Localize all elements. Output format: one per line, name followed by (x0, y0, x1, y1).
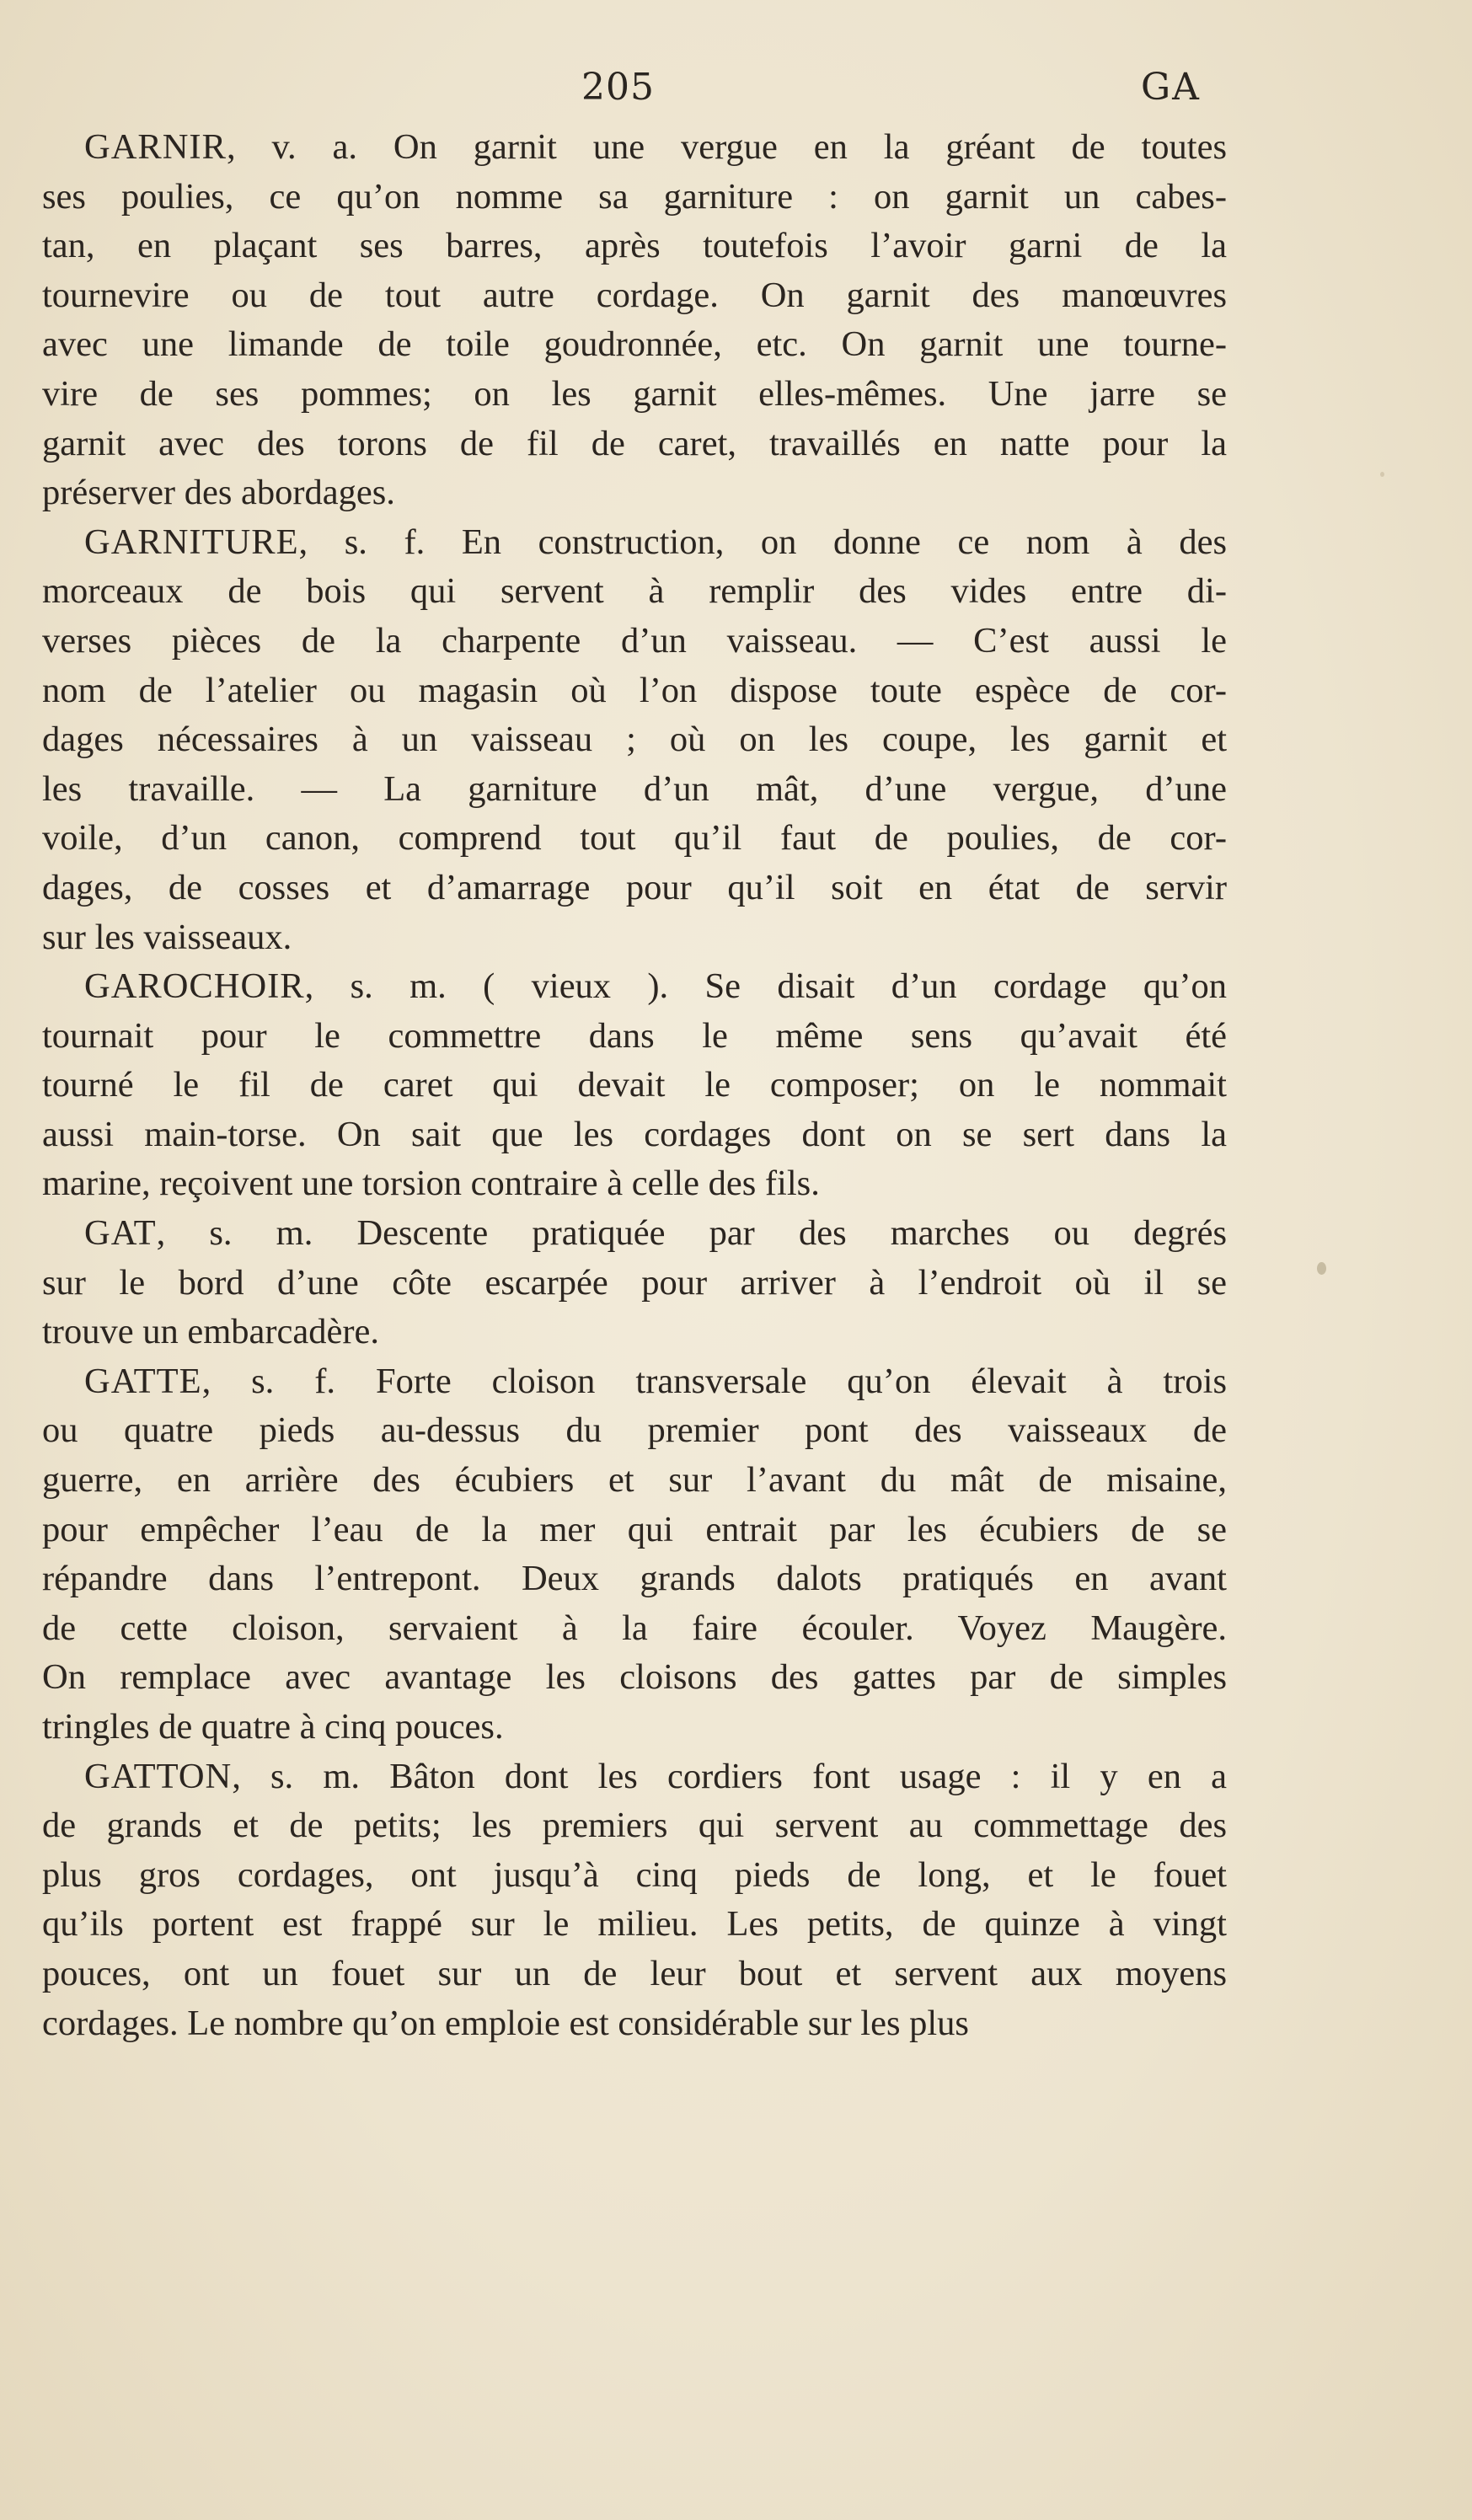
entry-line: cordages. Le nombre qu’on emploie est considérable sur les plus (42, 2003, 969, 2043)
entry-line: qu’ils portent est frappé sur le milieu. Les petits, de quinze à vingt (42, 1904, 1227, 1945)
entry-first-line (42, 962, 1227, 1012)
entry-text: , v. a. On garnit une vergue en la gréant de toutes (226, 127, 1227, 167)
entry-text: , s. m. Bâton dont les cordiers font usage : il y en a (232, 1756, 1227, 1796)
entry-first-line (42, 518, 1227, 568)
entry-text: , s. f. Forte cloison transversale qu’on élevait à trois (201, 1361, 1227, 1401)
entry-text: , s. f. En construction, on donne ce nom à des (298, 522, 1227, 562)
entry-line: verses pièces de la charpente d’un vaisseau. — C’est aussi le (42, 620, 1227, 661)
entry-line: trouve un embarcadère. (42, 1312, 379, 1352)
entry-line: vire de ses pommes; on les garnit elles-mêmes. Une jarre se (42, 373, 1227, 414)
entry-line: tan, en plaçant ses barres, après toutefois l’avoir garni de la (42, 226, 1227, 266)
entry-first-line (42, 123, 1227, 173)
entry-first-line (42, 1357, 1227, 1407)
entry-first-line (42, 1752, 1227, 1802)
entry-line: marine, reçoivent une torsion contraire à celle des fils. (42, 1164, 820, 1204)
entry-line: tournait pour le commettre dans le même sens qu’avait été (42, 1015, 1227, 1056)
dictionary-entry (42, 518, 1227, 962)
entry-line: guerre, en arrière des écubiers et sur l’avant du mât de misaine, (42, 1460, 1227, 1501)
paper-stain (1380, 472, 1384, 477)
dictionary-entry (42, 1357, 1227, 1752)
entry-line: les travaille. — La garniture d’un mât, d’une vergue, d’une (42, 768, 1227, 809)
page-number: 205 (581, 66, 655, 109)
dictionary-entry (42, 1752, 1227, 2049)
running-head: GA (1141, 66, 1201, 109)
paper-stain (1317, 1262, 1326, 1275)
entry-headword: GATTE (84, 1361, 202, 1401)
entry-line: de grands et de petits; les premiers qui servent au commettage des (42, 1806, 1227, 1846)
entry-text: , s. m. ( vieux ). Se disait d’un cordage qu’on (304, 966, 1227, 1007)
dictionary-entry (42, 1209, 1227, 1357)
entry-line: sur le bord d’une côte escarpée pour arriver à l’endroit où il se (42, 1262, 1227, 1303)
entry-line: répandre dans l’entrepont. Deux grands dalots pratiqués en avant (42, 1559, 1227, 1599)
entry-headword: GAROCHOIR (84, 966, 305, 1007)
entry-line: garnit avec des torons de fil de caret, travaillés en natte pour la (42, 423, 1227, 463)
entry-line: pouces, ont un fouet sur un de leur bout et servent aux moyens (42, 1953, 1227, 1993)
entry-line: plus gros cordages, ont jusqu’à cinq pieds de long, et le fouet (42, 1854, 1227, 1895)
dictionary-entry (42, 962, 1227, 1209)
entry-line: de cette cloison, servaient à la faire écouler. Voyez Maugère. (42, 1608, 1227, 1648)
entry-line: nom de l’atelier ou magasin où l’on dispose toute espèce de cor- (42, 670, 1227, 710)
entry-line: tournevire ou de tout autre cordage. On garnit des manœuvres (42, 275, 1227, 315)
entry-line: avec une limande de toile goudronnée, etc. On garnit une tourne- (42, 324, 1227, 365)
dictionary-text (42, 123, 1227, 2048)
entry-line: morceaux de bois qui servent à remplir des vides entre di- (42, 571, 1227, 612)
entry-line: tourné le fil de caret qui devait le composer; on le nommait (42, 1065, 1227, 1105)
entry-first-line (42, 1209, 1227, 1259)
entry-line: ses poulies, ce qu’on nomme sa garniture : on garnit un cabes- (42, 176, 1227, 217)
dictionary-entry (42, 123, 1227, 518)
entry-line: dages nécessaires à un vaisseau ; où on les coupe, les garnit et (42, 720, 1227, 760)
entry-line: aussi main-torse. On sait que les cordages dont on se sert dans la (42, 1114, 1227, 1154)
entry-text: , s. m. Descente pratiquée par des marches ou degrés (156, 1213, 1227, 1254)
entry-line: préserver des abordages. (42, 473, 395, 513)
entry-headword: GARNITURE (84, 522, 299, 562)
entry-line: On remplace avec avantage les cloisons des gattes par de simples (42, 1657, 1227, 1698)
entry-line: voile, d’un canon, comprend tout qu’il faut de poulies, de cor- (42, 818, 1227, 859)
entry-headword: GAT (84, 1213, 157, 1254)
page-header (0, 66, 1472, 125)
entry-line: ou quatre pieds au-dessus du premier pont des vaisseaux de (42, 1410, 1227, 1451)
entry-headword: GARNIR (84, 127, 227, 167)
entry-line: tringles de quatre à cinq pouces. (42, 1707, 504, 1747)
entry-line: dages, de cosses et d’amarrage pour qu’il soit en état de servir (42, 867, 1227, 907)
entry-line: sur les vaisseaux. (42, 917, 292, 957)
entry-headword: GATTON (84, 1756, 233, 1796)
entry-line: pour empêcher l’eau de la mer qui entrait par les écubiers de se (42, 1509, 1227, 1549)
